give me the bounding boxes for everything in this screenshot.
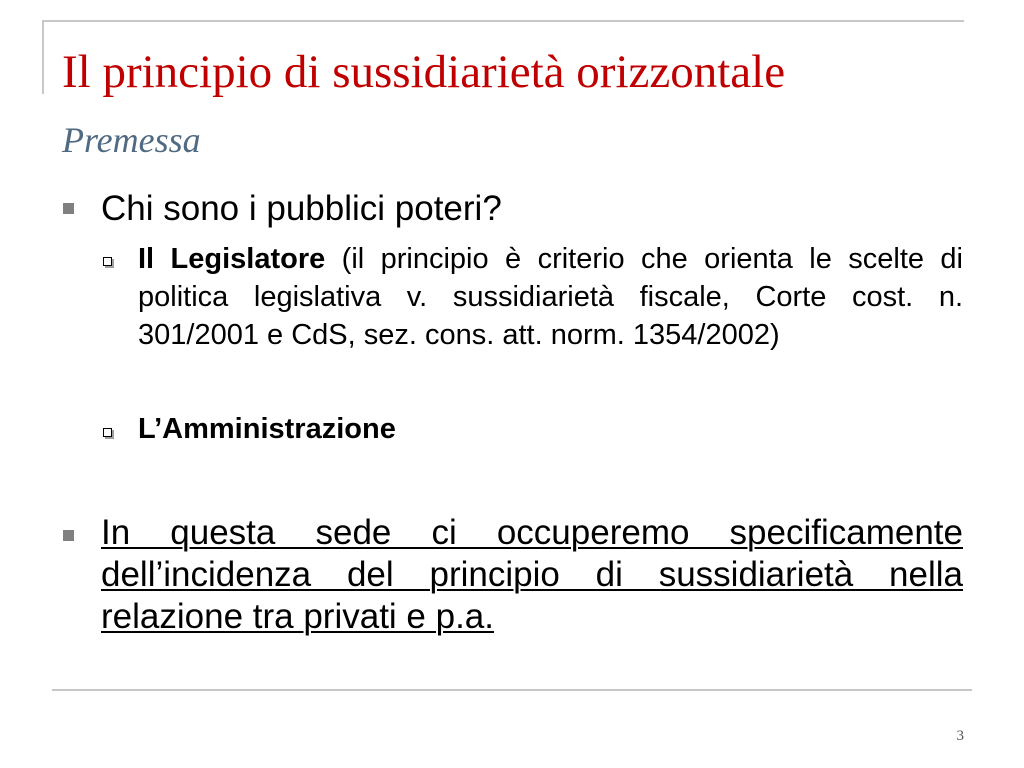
page-number: 3 <box>956 728 964 744</box>
checkbox-bullet-icon <box>103 428 112 437</box>
bullet-focus-statement <box>101 512 963 638</box>
square-bullet-icon <box>63 203 74 214</box>
legislator-description: (il principio è criterio che orienta le scelte di politica legislativa v. sussidiarietà fiscale, Corte cost. n. 301/2001 e CdS, sez. cons. att. norm. 1354/2002) <box>138 243 963 351</box>
square-bullet-icon <box>63 530 74 541</box>
sub-bullet-legislator <box>138 240 963 354</box>
frame-top-line <box>42 20 964 22</box>
sub-bullet-administration <box>138 410 963 448</box>
slide-subtitle: Premessa <box>62 120 201 160</box>
administration-label: L’Amministrazione <box>138 413 396 445</box>
bullet-public-powers: Chi sono i pubblici poteri? <box>101 189 502 228</box>
legislator-label: Il Legislatore <box>138 243 326 275</box>
footer-divider <box>52 689 972 691</box>
frame-left-line <box>42 20 44 94</box>
focus-statement-text: In questa sede ci occuperemo specificamente dell’incidenza del principio di sussidiarietà nella relazione tra privati e p.a. <box>101 513 963 636</box>
slide-title: Il principio di sussidiarietà orizzontale <box>62 46 786 98</box>
checkbox-bullet-icon <box>103 257 112 266</box>
